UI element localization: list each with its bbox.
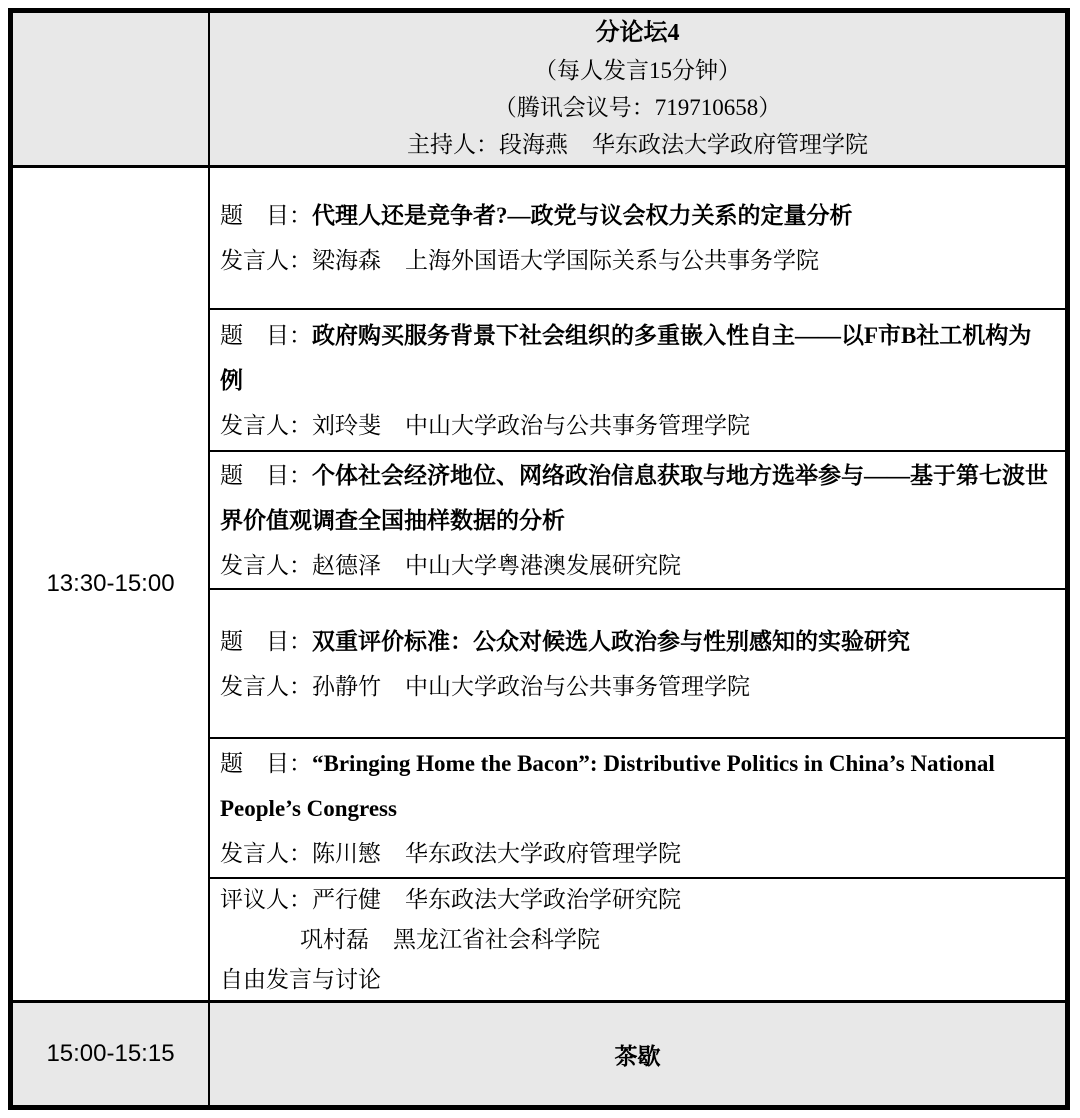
tencent-meeting-id: （腾讯会议号：719710658）	[493, 95, 782, 120]
session-2-title: 政府购买服务背景下社会组织的多重嵌入性自主——以F市B社工机构为例	[220, 322, 1032, 393]
session-1-speaker-line	[220, 238, 1051, 283]
session-item-2	[210, 308, 1065, 450]
reviewer-line-2	[220, 920, 1051, 960]
sessions-column	[210, 168, 1065, 1000]
session-3-speaker-line	[220, 543, 1051, 588]
session-2-title-line	[220, 313, 1051, 403]
session-item-4	[210, 588, 1065, 737]
speaker-label: 发言人：	[220, 552, 312, 578]
session-1-title: 代理人还是竞争者?—政党与议会权力关系的定量分析	[312, 203, 853, 228]
forum-header-content	[210, 13, 1065, 165]
speaker-name: 赵德泽	[312, 552, 381, 578]
speaker-affiliation: 中山大学粤港澳发展研究院	[405, 552, 681, 578]
discussion-block	[210, 877, 1065, 1000]
title-label: 题 目：	[220, 203, 312, 228]
program-table	[8, 8, 1070, 1110]
tea-break-row	[13, 1000, 1065, 1105]
session-5-speaker-line	[220, 831, 1051, 876]
reviewer-label: 评议人：	[220, 886, 312, 912]
session-item-1	[210, 168, 1065, 308]
speaker-name: 刘玲斐	[312, 412, 381, 438]
tea-break-time-cell	[13, 1003, 210, 1105]
forum-header-row	[13, 13, 1065, 168]
free-discussion-line: 自由发言与讨论	[220, 966, 381, 992]
session-1-title-line	[220, 193, 1051, 238]
host-line	[407, 126, 868, 163]
header-time-cell-empty	[13, 13, 210, 165]
host-affiliation: 华东政法大学政府管理学院	[592, 132, 868, 157]
session-item-3	[210, 450, 1065, 588]
speaker-affiliation: 中山大学政治与公共事务管理学院	[405, 412, 750, 438]
speaker-affiliation: 华东政法大学政府管理学院	[405, 840, 681, 866]
reviewer-affiliation: 华东政法大学政治学研究院	[405, 886, 681, 912]
session-3-title-line	[220, 453, 1051, 543]
session-4-title-line	[220, 619, 1051, 664]
speaker-label: 发言人：	[220, 673, 312, 699]
speaker-name: 孙静竹	[312, 673, 381, 699]
session-3-title: 个体社会经济地位、网络政治信息获取与地方选举参与——基于第七波世界价值观调查全国抽样数据的分析	[220, 462, 1048, 533]
session-2-speaker-line	[220, 403, 1051, 448]
title-label: 题 目：	[220, 462, 312, 488]
host-name: 段海燕	[499, 132, 568, 157]
title-label: 题 目：	[220, 750, 312, 776]
reviewer-line-1	[220, 880, 1051, 920]
speech-duration-note: （每人发言15分钟）	[534, 58, 741, 83]
reviewer-name: 严行健	[312, 886, 381, 912]
speaker-label: 发言人：	[220, 840, 312, 866]
main-session-time: 13:30-15:00	[46, 570, 175, 597]
session-4-title: 双重评价标准：公众对候选人政治参与性别感知的实验研究	[312, 628, 910, 654]
speaker-affiliation: 中山大学政治与公共事务管理学院	[405, 673, 750, 699]
main-session-row	[13, 168, 1065, 1000]
session-5-title-line	[220, 741, 1051, 831]
speaker-label: 发言人：	[220, 412, 312, 438]
session-item-5	[210, 737, 1065, 877]
tea-break-label: 茶歇	[614, 1043, 661, 1069]
speaker-affiliation: 上海外国语大学国际关系与公共事务学院	[405, 248, 819, 273]
tea-break-time: 15:00-15:15	[46, 1040, 175, 1067]
session-5-title: “Bringing Home the Bacon”: Distributive Politics in China’s National People’s Congress	[220, 750, 995, 821]
reviewer-affiliation: 黑龙江省社会科学院	[393, 926, 600, 952]
speaker-name: 陈川慜	[312, 840, 381, 866]
speaker-name: 梁海森	[312, 248, 381, 273]
title-label: 题 目：	[220, 322, 312, 348]
session-4-speaker-line	[220, 664, 1051, 709]
host-label: 主持人：	[407, 132, 499, 157]
reviewer-name: 巩村磊	[300, 926, 369, 952]
title-label: 题 目：	[220, 628, 312, 654]
forum-title: 分论坛4	[595, 20, 680, 46]
speaker-label: 发言人：	[220, 248, 312, 273]
main-session-time-cell	[13, 168, 210, 1000]
